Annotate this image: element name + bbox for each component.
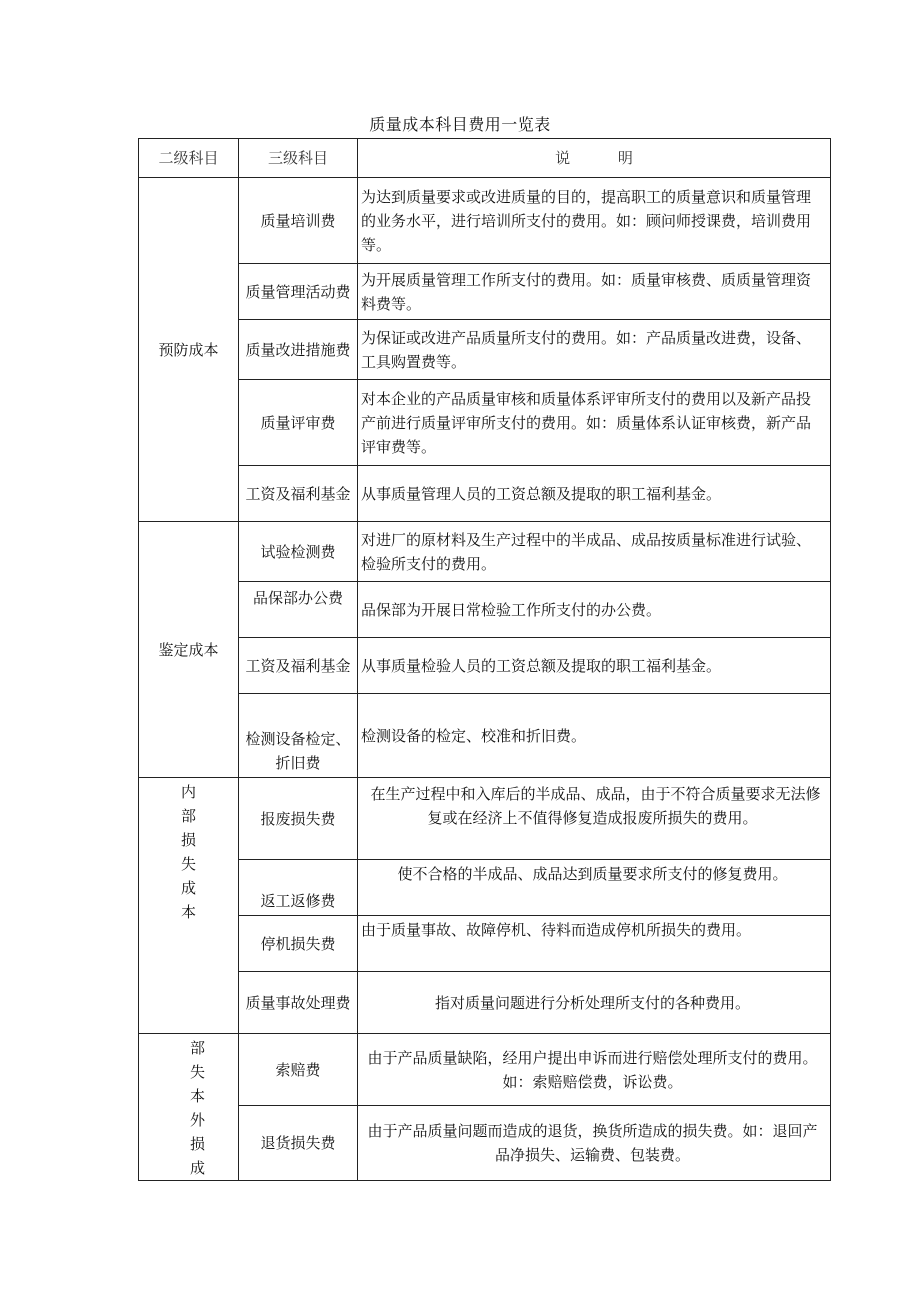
subject-cell: 质量管理活动费	[239, 264, 358, 320]
description-cell: 为保证或改进产品质量所支付的费用。如：产品质量改进费，设备、工具购置费等。	[358, 320, 831, 380]
subject-cell: 检测设备检定、折旧费	[239, 694, 358, 778]
description-cell: 由于质量事故、故障停机、待料而造成停机所损失的费用。	[358, 916, 831, 972]
description-cell: 在生产过程中和入库后的半成品、成品，由于不符合质量要求无法修复或在经济上不值得修复造成报废所损失的费用。	[358, 778, 831, 860]
subject-cell: 质量改进措施费	[239, 320, 358, 380]
category-vertical-text: 内部损失成本	[181, 783, 197, 921]
subject-cell: 品保部办公费	[239, 582, 358, 638]
subject-cell: 质量评审费	[239, 380, 358, 466]
table-row	[139, 522, 831, 582]
header-tertiary-subject: 三级科目	[239, 139, 358, 178]
description-cell: 指对质量问题进行分析处理所支付的各种费用。	[358, 972, 831, 1034]
table-row	[139, 1034, 831, 1106]
description-cell: 为达到质量要求或改进质量的目的，提高职工的质量意识和质量管理的业务水平，进行培训所支付的费用。如：顾问师授课费，培训费用等。	[358, 178, 831, 264]
description-cell: 从事质量检验人员的工资总额及提取的职工福利基金。	[358, 638, 831, 694]
table-row	[139, 916, 831, 972]
subject-cell: 质量事故处理费	[239, 972, 358, 1034]
header-description: 说 明	[358, 139, 831, 178]
description-cell: 对本企业的产品质量审核和质量体系评审所支付的费用以及新产品投产前进行质量评审所支付的费用。如：质量体系认证审核费，新产品评审费等。	[358, 380, 831, 466]
table-row	[139, 380, 831, 466]
table-row	[139, 972, 831, 1034]
description-cell: 对进厂的原材料及生产过程中的半成品、成品按质量标准进行试验、检验所支付的费用。	[358, 522, 831, 582]
subject-cell: 质量培训费	[239, 178, 358, 264]
table-row	[139, 466, 831, 522]
description-cell: 检测设备的检定、校准和折旧费。	[358, 694, 831, 778]
header-secondary-subject: 二级科目	[139, 139, 239, 178]
subject-cell: 工资及福利基金	[239, 466, 358, 522]
category-vertical-text: 部失本外损成	[190, 1039, 206, 1177]
description-cell: 为开展质量管理工作所支付的费用。如：质量审核费、质质量管理资料费等。	[358, 264, 831, 320]
table-row	[139, 178, 831, 264]
description-cell: 使不合格的半成品、成品达到质量要求所支付的修复费用。	[358, 860, 831, 916]
description-cell: 品保部为开展日常检验工作所支付的办公费。	[358, 582, 831, 638]
table-row	[139, 638, 831, 694]
category-appraisal-cost: 鉴定成本	[139, 522, 239, 778]
subject-cell: 退货损失费	[239, 1106, 358, 1181]
quality-cost-table	[138, 138, 831, 1181]
subject-cell: 索赔费	[239, 1034, 358, 1106]
subject-cell: 工资及福利基金	[239, 638, 358, 694]
subject-cell: 报废损失费	[239, 778, 358, 860]
subject-cell: 试验检测费	[239, 522, 358, 582]
table-row	[139, 778, 831, 860]
table-row	[139, 1106, 831, 1181]
subject-cell: 停机损失费	[239, 916, 358, 972]
table-row	[139, 264, 831, 320]
subject-cell: 返工返修费	[239, 860, 358, 916]
document-title: 质量成本科目费用一览表	[369, 115, 551, 134]
description-cell: 由于产品质量缺陷，经用户提出申诉而进行赔偿处理所支付的费用。如：索赔赔偿费，诉讼费。	[358, 1034, 831, 1106]
category-prevention-cost: 预防成本	[139, 178, 239, 522]
table-row	[139, 582, 831, 638]
table-row	[139, 694, 831, 778]
category-internal-failure-cost	[139, 778, 239, 1034]
table-row	[139, 320, 831, 380]
description-cell: 由于产品质量问题而造成的退货，换货所造成的损失费。如：退回产品净损失、运输费、包装费。	[358, 1106, 831, 1181]
table-row	[139, 860, 831, 916]
table-header-row	[139, 139, 831, 178]
description-cell: 从事质量管理人员的工资总额及提取的职工福利基金。	[358, 466, 831, 522]
category-external-failure-cost	[139, 1034, 239, 1181]
